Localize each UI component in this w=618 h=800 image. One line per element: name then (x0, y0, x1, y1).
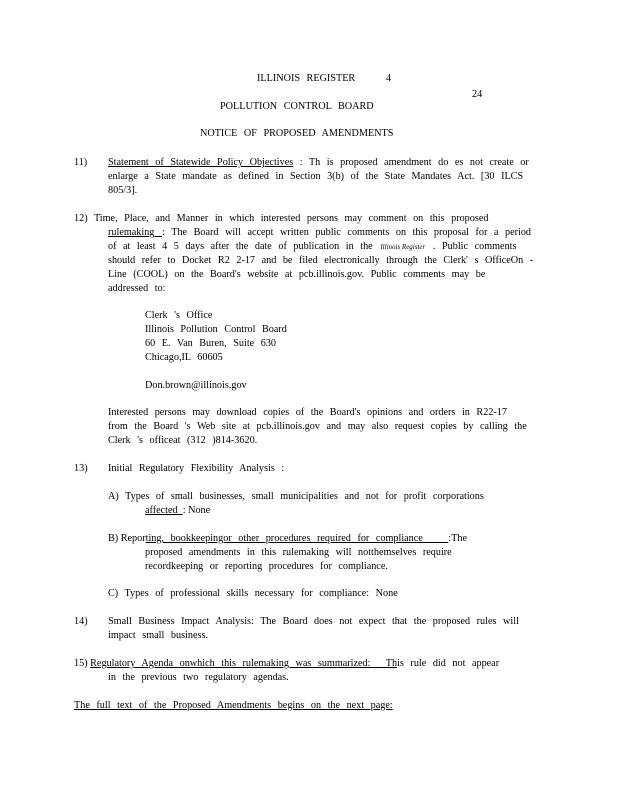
section-14-number: 14) (74, 616, 88, 627)
section-12-heading: rulemaking (108, 227, 155, 238)
section-15-line-1: 15) Regulatory Agenda onwhich this rulemaking was summarized: This rule did not appear (74, 658, 500, 669)
section-14-line-1: Small Business Impact Analysis: The Board does not expect that the proposed rules will (108, 616, 519, 627)
section-13-number: 13) (74, 463, 88, 474)
section-12-line-2 (108, 226, 531, 240)
section-11-line-3: 805/3]. (108, 185, 138, 196)
section-11-line-2: enlarge a State mandate as defined in Section 3(b) of the State Mandates Act. [30 ILCS (108, 171, 524, 182)
section-15-line-2: in the previous two regulatory agendas. (108, 672, 289, 683)
register-volume: 4 (386, 73, 392, 84)
section-11-heading: Statement of Statewide Policy Objectives (108, 157, 294, 168)
download-line: Clerk 's officeat (312 )814-3620. (108, 435, 258, 446)
section-12-line-3: of at least 4 5 days after the date of publication in the Illinois Register . Public comments (108, 241, 517, 252)
agency-title: POLLUTION CONTROL BOARD (220, 101, 374, 112)
address-line: Illinois Pollution Control Board (145, 324, 287, 335)
section-12-line-5: Line (COOL) on the Board's website at pcb.illinois.gov. Public comments may be (108, 269, 486, 280)
download-line: from the Board 's Web site at pcb.illinois.gov and may also request copies by calling the (108, 421, 527, 432)
section-12-line-1: 12) Time, Place, and Manner in which interested persons may comment on this proposed (74, 213, 489, 224)
section-12-line-4: should refer to Docket R2 2-17 and be filed electronically through the Clerk' s OfficeOn - (108, 255, 534, 266)
address-line: Clerk 's Office (145, 310, 213, 321)
section-11-number: 11) (74, 157, 88, 168)
contact-email: Don.brown@illinois.gov (145, 380, 247, 391)
section-14-line-2: impact small business. (108, 630, 208, 641)
section-15-heading: Regulatory Agenda onwhich this rulemaking was summarized: (90, 658, 371, 669)
download-line: Interested persons may download copies of the Board's opinions and orders in R22-17 (108, 407, 507, 418)
item-c-line: C) Types of professional skills necessary for compliance: None (108, 588, 398, 599)
address-line: Chicago,IL 60605 (145, 352, 223, 363)
item-b-line-1: B) Reporting, bookkeepingor other procedures required for compliance :The (108, 533, 467, 544)
item-a-line-1: A) Types of small businesses, small municipalities and not for profit corporations (108, 491, 484, 502)
section-11-line-1 (108, 156, 529, 170)
full-text-notice: The full text of the Proposed Amendments begins on the next page: (74, 700, 393, 711)
section-12-line-6: addressed to: (108, 283, 166, 294)
affected-label: affected (145, 505, 178, 516)
page-number: 24 (472, 89, 483, 100)
register-title: ILLINOIS REGISTER (257, 73, 356, 84)
address-line: 60 E. Van Buren, Suite 630 (145, 338, 277, 349)
item-b-line-2: proposed amendments in this rulemaking will notthemselves require (145, 547, 452, 558)
section-11-line-1-rest: : Th is proposed amendment do es not create or (293, 157, 529, 168)
notice-title: NOTICE OF PROPOSED AMENDMENTS (200, 128, 394, 139)
item-a-line-2: affected : None (145, 505, 211, 516)
illinois-register-small: Illinois Register (380, 243, 426, 251)
section-13-title: Initial Regulatory Flexibility Analysis : (108, 463, 285, 474)
section-12-line-2-rest: : The Board will accept written public comments on this proposal for a period (162, 227, 532, 238)
item-b-line-3: recordkeeping or reporting procedures for compliance. (145, 561, 388, 572)
